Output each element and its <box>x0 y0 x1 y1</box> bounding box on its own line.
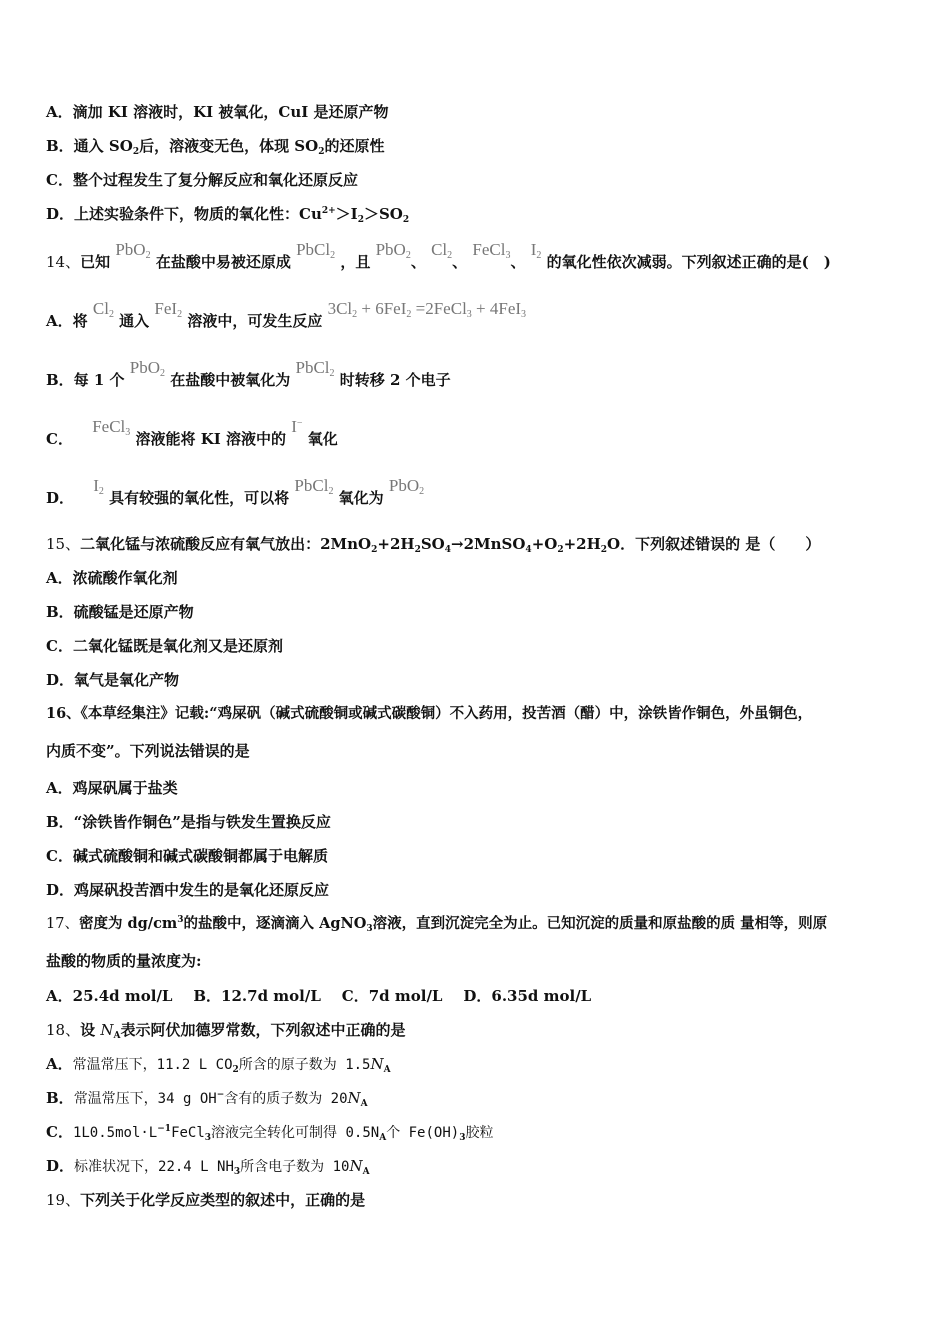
text: 的盐酸中，逐滴滴入 AgNO <box>183 915 367 932</box>
superscript: 2+ <box>321 206 336 216</box>
q13-option-c <box>46 170 358 190</box>
text: 在盐酸中被氧化为 <box>170 371 291 389</box>
text: ＞SO <box>363 205 403 223</box>
subscript: 2 <box>160 368 166 379</box>
text: +O <box>531 535 558 553</box>
text: D．氧气是氧化产物 <box>46 671 180 689</box>
formula-fecl3 <box>92 417 130 436</box>
text: PbO <box>375 240 406 259</box>
q17-options <box>46 986 591 1006</box>
text: 常温常压下，34 g OH <box>73 1091 217 1107</box>
text: 氧化 <box>307 430 338 448</box>
text: 常温常压下，11.2 L CO <box>72 1057 233 1073</box>
q14-option-b <box>46 358 451 390</box>
q16-option-b <box>46 812 331 832</box>
text: =2FeCl <box>411 299 467 318</box>
subscript: 2 <box>536 250 542 261</box>
text: 密度为 dg/cm <box>78 915 178 932</box>
option-c: C．7d mol/L <box>341 987 443 1005</box>
equation <box>328 299 526 318</box>
q15-stem <box>46 534 820 554</box>
text: + 6FeI <box>357 299 407 318</box>
text: 通入 <box>119 312 150 330</box>
text: 内质不变”。下列说法错误的是 <box>46 742 250 760</box>
subscript: 2 <box>600 545 608 555</box>
text: PbCl <box>295 358 330 377</box>
q15-option-d <box>46 670 179 690</box>
text: 1L0.5mol·L <box>72 1125 158 1141</box>
formula-cl2 <box>431 240 452 259</box>
text: 下列关于化学反应类型的叙述中，正确的是 <box>80 1191 366 1209</box>
text: ，且 <box>340 253 371 271</box>
text: 具有较强的氧化性，可以将 <box>109 489 290 507</box>
text: 的还原性 <box>324 137 385 155</box>
text: 胶粒 <box>465 1125 494 1141</box>
separator: 、 <box>410 253 426 271</box>
question-number: 14、 <box>46 253 81 271</box>
subscript: 2 <box>419 486 425 497</box>
text: PbCl <box>294 476 329 495</box>
superscript: − <box>296 418 303 429</box>
q18-option-c <box>46 1122 493 1143</box>
text: + 4FeI <box>471 299 522 318</box>
subscript: A <box>113 1031 121 1041</box>
text: PbO <box>388 476 420 495</box>
text: PbCl <box>296 240 331 259</box>
subscript: A <box>383 1065 391 1075</box>
text: 在盐酸中易被还原成 <box>155 253 291 271</box>
option-b: B．12.7d mol/L <box>193 987 321 1005</box>
text: PbO <box>115 240 146 259</box>
text: FeCl <box>472 240 506 259</box>
text: ＞I <box>335 205 358 223</box>
question-number: 18、 <box>46 1021 81 1039</box>
q14-option-c <box>46 417 338 449</box>
q14-option-a <box>46 299 527 331</box>
text: I <box>291 417 297 436</box>
subscript: 2 <box>352 309 358 320</box>
text: 后，溶液变无色，体现 SO <box>139 137 319 155</box>
subscript: 3 <box>521 309 527 320</box>
subscript: 2 <box>557 545 564 555</box>
formula-pbo2 <box>376 240 411 259</box>
subscript: 2 <box>406 309 412 320</box>
text: 标准状况下，22.4 L NH <box>74 1159 234 1175</box>
subscript: 2 <box>414 545 421 555</box>
option-label: A． <box>46 1055 73 1073</box>
text: D．上述实验条件下，物质的氧化性：Cu <box>46 205 322 223</box>
q14-stem <box>46 240 831 272</box>
superscript: −1 <box>157 1124 172 1134</box>
q18-option-d <box>46 1156 370 1177</box>
text: 含有的质子数为 20 <box>224 1091 348 1107</box>
subscript: 2 <box>318 147 325 157</box>
text: 16、《本草经集注》记载:“鸡屎矾（碱式硫酸铜或碱式碳酸铜）不入药用，投苦酒（醋）中，涂铁皆作铜色，外虽铜色， <box>46 705 813 722</box>
q15-option-a <box>46 568 178 588</box>
subscript: 2 <box>132 147 140 157</box>
text: 已知 <box>80 253 111 271</box>
q17-stem-line2 <box>46 951 202 971</box>
formula-fecl3 <box>472 240 510 259</box>
option-label: C． <box>46 1123 73 1141</box>
text: C．整个过程发生了复分解反应和氧化还原反应 <box>46 171 358 189</box>
text: I <box>530 240 537 259</box>
formula-pbo2 <box>130 358 165 377</box>
option-a: A．25.4d mol/L <box>46 987 173 1005</box>
na-symbol: N <box>347 1089 361 1107</box>
subscript: 2 <box>232 1065 239 1075</box>
subscript: 2 <box>108 309 114 320</box>
na-symbol: N <box>349 1157 363 1175</box>
question-number: 15、 <box>46 535 81 553</box>
subscript: A <box>379 1133 387 1143</box>
subscript: 4 <box>444 545 451 555</box>
formula-i2 <box>93 476 104 495</box>
subscript: 2 <box>329 368 335 379</box>
formula-fei2 <box>154 299 182 318</box>
q18-stem <box>46 1020 405 1040</box>
q13-option-a-text: A．滴加 KI 溶液时，KI 被氧化，CuI 是还原产物 <box>46 103 389 121</box>
subscript: 2 <box>357 215 364 225</box>
text: C．碱式硫酸铜和碱式碳酸铜都属于电解质 <box>46 847 328 865</box>
text: 所含电子数为 10 <box>240 1159 350 1175</box>
text: +2H <box>377 535 415 553</box>
text: 溶液，直到沉淀完全为止。已知沉淀的质量和原盐酸的质 量相等，则原 <box>372 915 828 932</box>
subscript: 3 <box>204 1133 212 1143</box>
subscript: 2 <box>402 215 410 225</box>
q14-option-d <box>46 476 425 508</box>
text: SO <box>420 535 445 553</box>
q16-stem-line1 <box>46 704 812 724</box>
subscript: 2 <box>177 309 183 320</box>
text: FeCl <box>171 1125 205 1141</box>
text: B．硫酸锰是还原产物 <box>46 603 194 621</box>
subscript: 2 <box>330 250 336 261</box>
separator: 、 <box>510 253 526 271</box>
option-label: B．每 1 个 <box>46 371 125 389</box>
text: 时转移 2 个电子 <box>339 371 451 389</box>
q16-option-c <box>46 846 328 866</box>
option-label: C． <box>46 430 73 448</box>
subscript: 3 <box>233 1167 241 1177</box>
q18-option-a <box>46 1054 391 1075</box>
text: 3Cl <box>327 299 353 318</box>
text: Cl <box>92 299 109 318</box>
subscript: 3 <box>459 1133 466 1143</box>
text: 所含的原子数为 1.5 <box>238 1057 371 1073</box>
text: C．二氧化锰既是氧化剂又是还原剂 <box>46 637 283 655</box>
separator: 、 <box>452 253 468 271</box>
text: 盐酸的物质的量浓度为: <box>46 952 202 970</box>
text: 氧化为 <box>338 489 384 507</box>
formula-pbcl2 <box>294 476 333 495</box>
text: +2H <box>563 535 601 553</box>
subscript: 4 <box>525 545 532 555</box>
superscript: − <box>216 1090 225 1100</box>
subscript: A <box>362 1167 370 1177</box>
formula-pbo2 <box>115 240 150 259</box>
subscript: 3 <box>505 250 511 261</box>
q16-option-d <box>46 880 329 900</box>
na-symbol: N <box>100 1021 114 1039</box>
formula-pbo2 <box>389 476 424 495</box>
na-symbol: N <box>370 1055 384 1073</box>
subscript: 2 <box>405 250 411 261</box>
subscript: 3 <box>466 309 472 320</box>
option-label: D． <box>46 1157 75 1175</box>
text: 设 <box>80 1021 101 1039</box>
subscript: 2 <box>371 545 378 555</box>
q17-stem-line1 <box>46 914 827 934</box>
subscript: A <box>360 1099 368 1109</box>
text: D．鸡屎矾投苦酒中发生的是氧化还原反应 <box>46 881 330 899</box>
q16-stem-line2 <box>46 741 250 761</box>
q18-option-b <box>46 1088 368 1109</box>
text: A．浓硫酸作氧化剂 <box>46 569 178 587</box>
formula-i2 <box>531 240 542 259</box>
text: →2MnSO <box>451 535 526 553</box>
text: 的氧化性依次减弱。下列叙述正确的是( ) <box>546 253 831 271</box>
text: O．下列叙述错误的 是（ ） <box>607 535 821 553</box>
q13-option-d <box>46 204 409 224</box>
text: 溶液中，可发生反应 <box>187 312 323 330</box>
text: A．鸡屎矾属于盐类 <box>46 779 178 797</box>
text: PbO <box>129 358 161 377</box>
q13-option-b <box>46 136 384 156</box>
subscript: 3 <box>366 924 373 934</box>
text: 个 Fe(OH) <box>386 1125 460 1141</box>
q16-option-a <box>46 778 178 798</box>
option-label: B． <box>46 1089 74 1107</box>
formula-cl2 <box>93 299 114 318</box>
text: 二氧化锰与浓硫酸反应有氧气放出：2MnO <box>80 535 372 553</box>
formula-pbcl2 <box>296 240 335 259</box>
q15-option-c <box>46 636 283 656</box>
text: 溶液完全转化可制得 0.5N <box>211 1125 380 1141</box>
text: FeCl <box>92 417 126 436</box>
subscript: 3 <box>125 427 131 438</box>
option-label: A．将 <box>46 312 88 330</box>
option-label: D． <box>46 489 75 507</box>
formula-iodide <box>291 417 302 436</box>
subscript: 2 <box>145 250 151 261</box>
text: B．通入 SO <box>46 137 133 155</box>
q19-stem <box>46 1190 365 1210</box>
formula-pbcl2 <box>296 358 335 377</box>
question-number: 19、 <box>46 1191 81 1209</box>
option-d: D．6.35d mol/L <box>463 987 592 1005</box>
text: 表示阿伏加德罗常数，下列叙述中正确的是 <box>120 1021 406 1039</box>
text: Cl <box>431 240 448 259</box>
text: I <box>93 476 99 495</box>
text: 溶液能将 KI 溶液中的 <box>135 430 286 448</box>
text: FeI <box>154 299 178 318</box>
subscript: 2 <box>328 486 334 497</box>
subscript: 2 <box>98 486 104 497</box>
q13-option-a <box>46 102 389 122</box>
subscript: 2 <box>447 250 453 261</box>
q15-option-b <box>46 602 194 622</box>
text: B．“涂铁皆作铜色”是指与铁发生置换反应 <box>46 813 331 831</box>
question-number: 17、 <box>46 916 79 932</box>
superscript: 3 <box>177 915 184 925</box>
